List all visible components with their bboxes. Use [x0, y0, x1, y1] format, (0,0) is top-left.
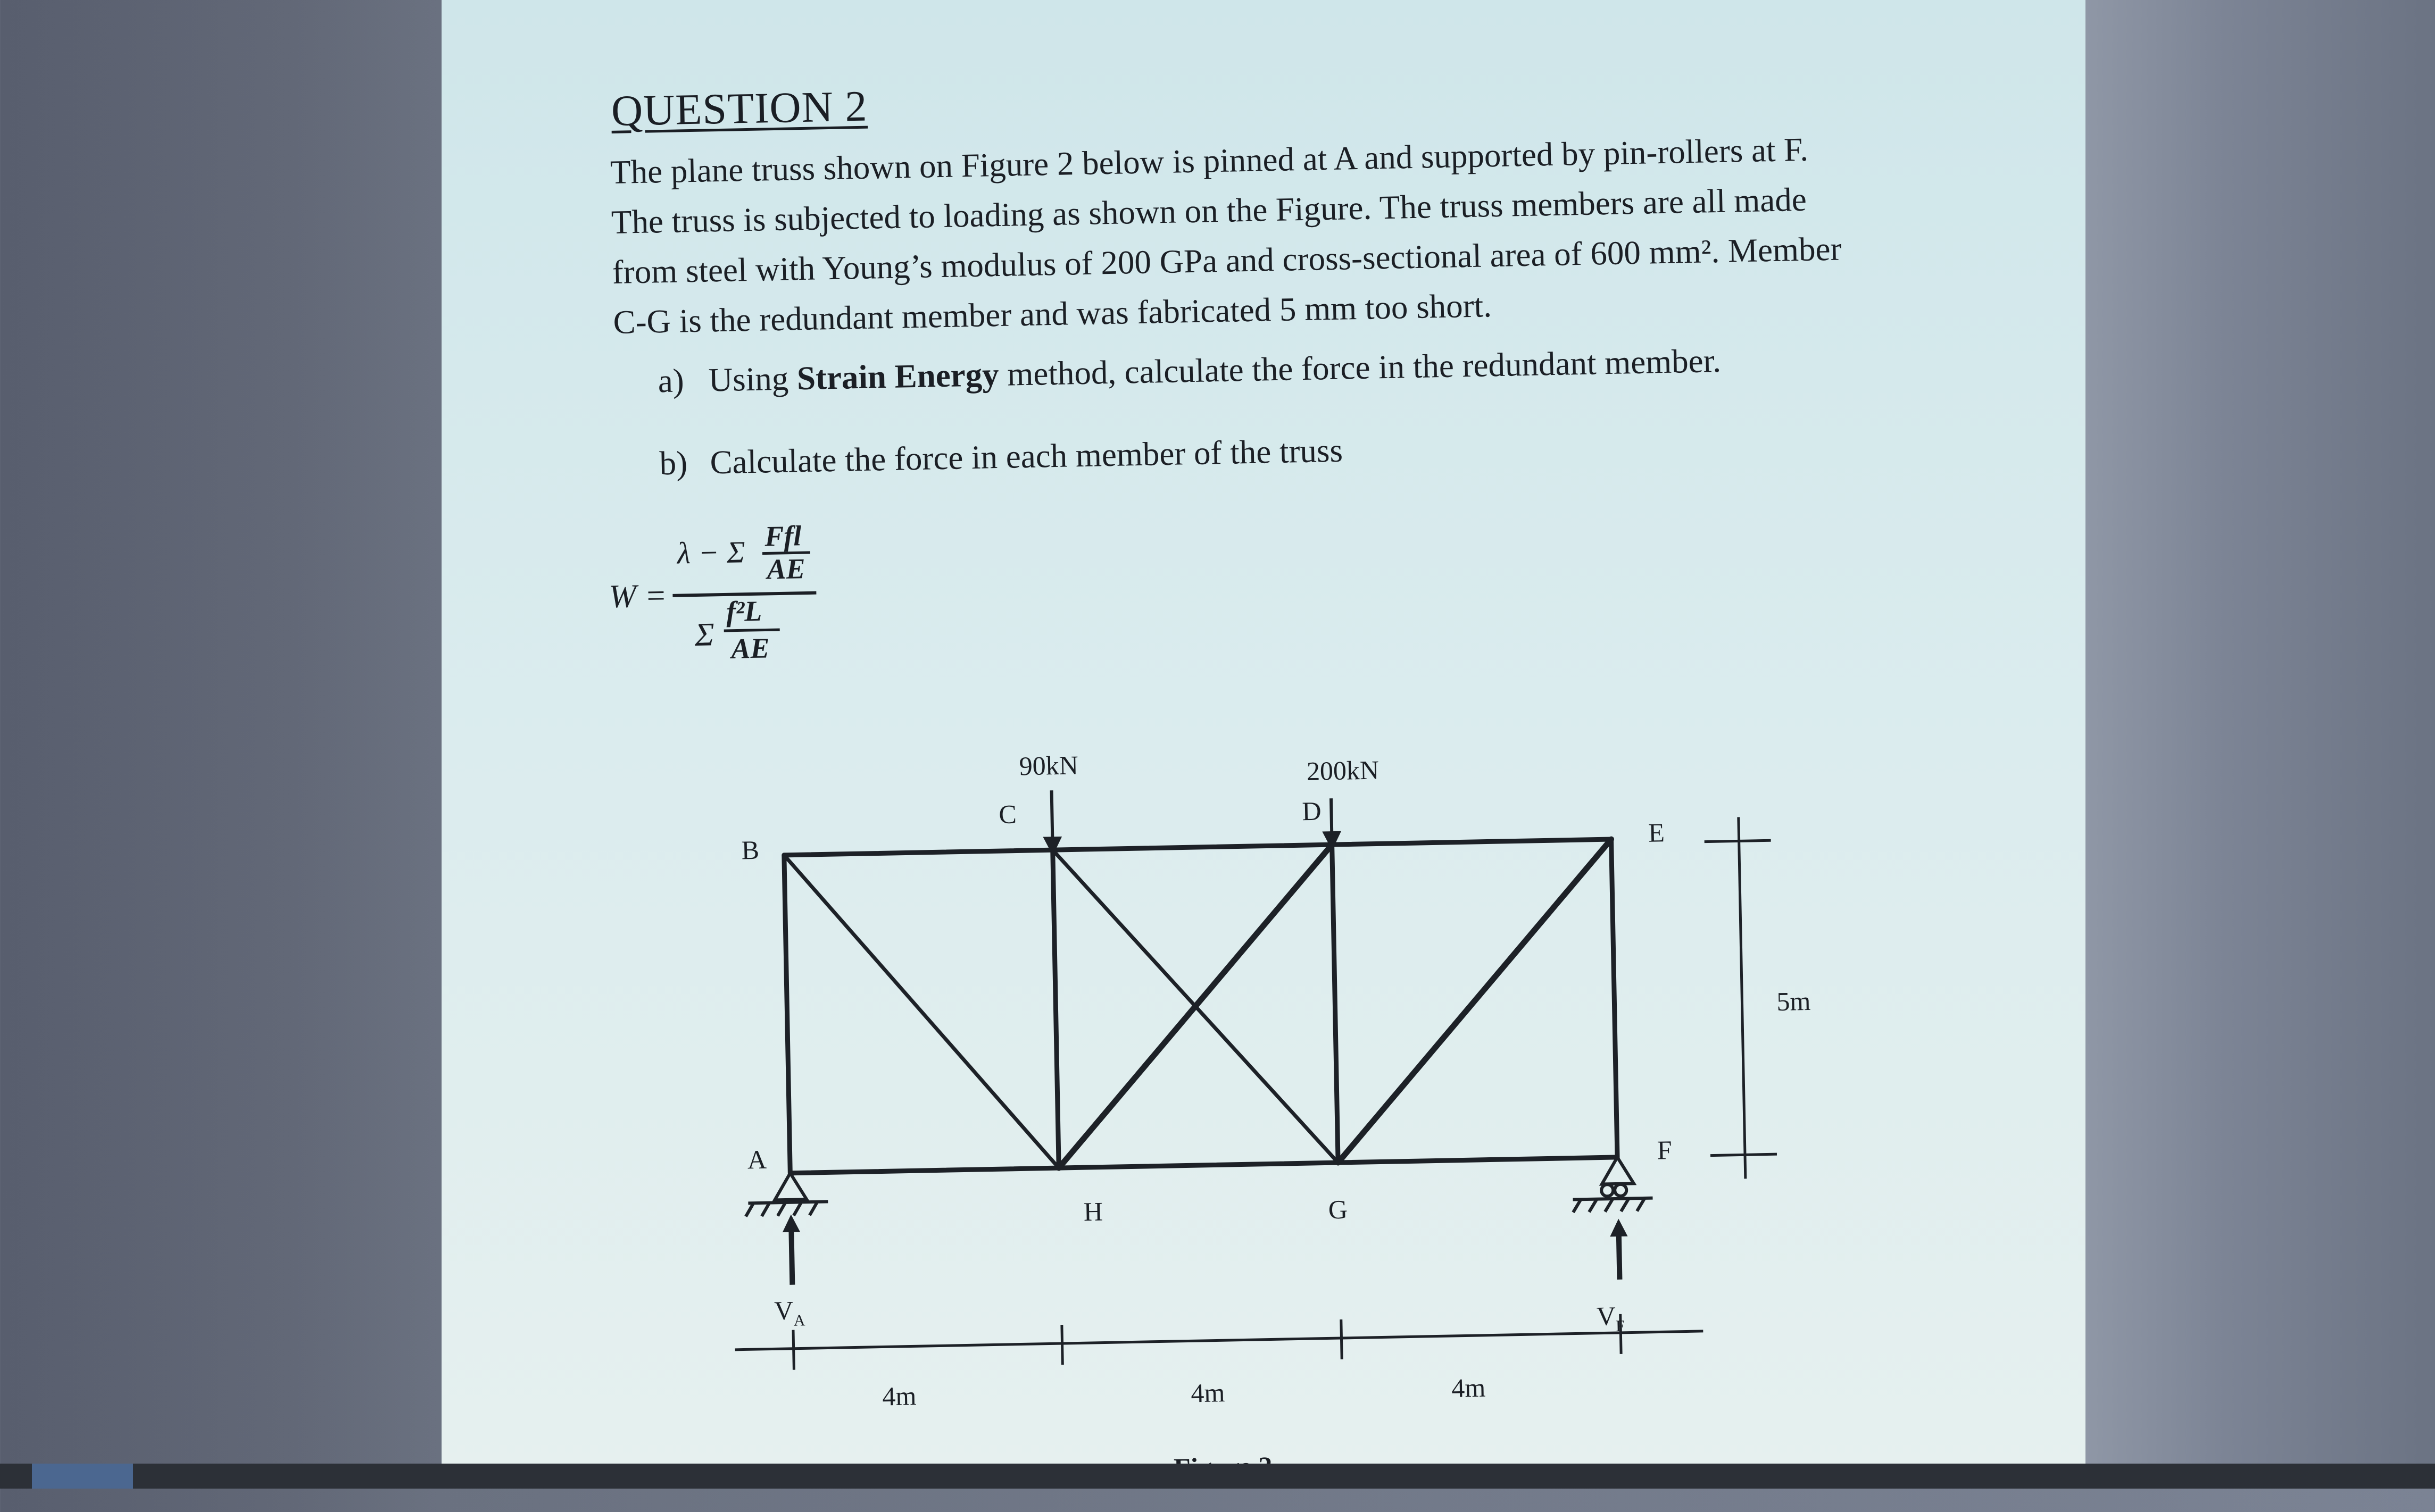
dim-label-span1: 4m [882, 1381, 917, 1411]
roller-support-f [1572, 1157, 1653, 1213]
body-line: from steel with Young’s modulus of 200 GPa and cross-sectional area of 600 mm². Member [612, 230, 1842, 291]
formula-den-bottom: AE [730, 632, 770, 665]
load-label-c: 90kN [1019, 750, 1079, 781]
taskbar-accent [32, 1464, 133, 1489]
part-a-bold: Strain Energy [796, 355, 1000, 397]
part-a-post: method, calculate the force in the redundant member. [998, 341, 1722, 393]
part-a-label: a) [658, 362, 685, 400]
bottom-taskbar-strip [0, 1464, 2435, 1489]
formula-den-sigma: Σ [694, 616, 715, 654]
dimension-lines [725, 816, 1781, 1371]
dim-label-height: 5m [1776, 985, 1811, 1017]
formula-lhs: W = [608, 578, 668, 615]
body-line: C-G is the redundant member and was fabricated 5 mm too short. [612, 287, 1492, 341]
reaction-arrow-a [783, 1215, 800, 1285]
node-label-e: E [1648, 817, 1665, 848]
reaction-arrow-f [1610, 1220, 1627, 1280]
body-line: The plane truss shown on Figure 2 below is pinned at A and supported by pin-rollers at F. [610, 130, 1809, 191]
node-label-c: C [998, 799, 1017, 830]
formula-den-top: f²L [726, 595, 762, 628]
question-title: QUESTION 2 [611, 81, 868, 135]
body-line: The truss is subjected to loading as shown on the Figure. The truss members are all made [611, 180, 1807, 241]
member-BH [784, 850, 1059, 1173]
part-b-text: Calculate the force in each member of the truss [709, 431, 1343, 481]
load-arrow-c [1052, 790, 1053, 843]
member-AF [790, 1157, 1617, 1173]
dim-label-span2: 4m [1190, 1377, 1225, 1408]
pin-support-a [745, 1172, 828, 1216]
reaction-label-f: $V_F$ [1596, 1301, 1625, 1335]
member-GE [1332, 839, 1617, 1163]
member-AB [784, 855, 790, 1173]
reaction-label-a: $V_A$ [774, 1295, 805, 1330]
member-BE [784, 839, 1611, 855]
dim-label-span3: 4m [1451, 1372, 1486, 1403]
part-a-pre: Using [708, 360, 797, 399]
member-DG [1332, 845, 1338, 1163]
node-label-f: F [1657, 1134, 1673, 1165]
member-CG [1053, 845, 1338, 1168]
node-label-d: D [1301, 796, 1322, 826]
node-label-h: H [1083, 1196, 1103, 1227]
formula-num-lambda: λ − Σ [677, 534, 746, 571]
formula-num-top: Ffl [764, 520, 802, 553]
node-label-a: A [747, 1144, 767, 1175]
part-b-label: b) [659, 444, 688, 482]
load-label-d: 200kN [1306, 755, 1379, 787]
member-CH [1053, 850, 1059, 1168]
member-EF [1611, 839, 1617, 1157]
node-label-g: G [1328, 1194, 1348, 1225]
formula-num-bottom: AE [766, 553, 806, 586]
node-label-b: B [741, 834, 760, 865]
